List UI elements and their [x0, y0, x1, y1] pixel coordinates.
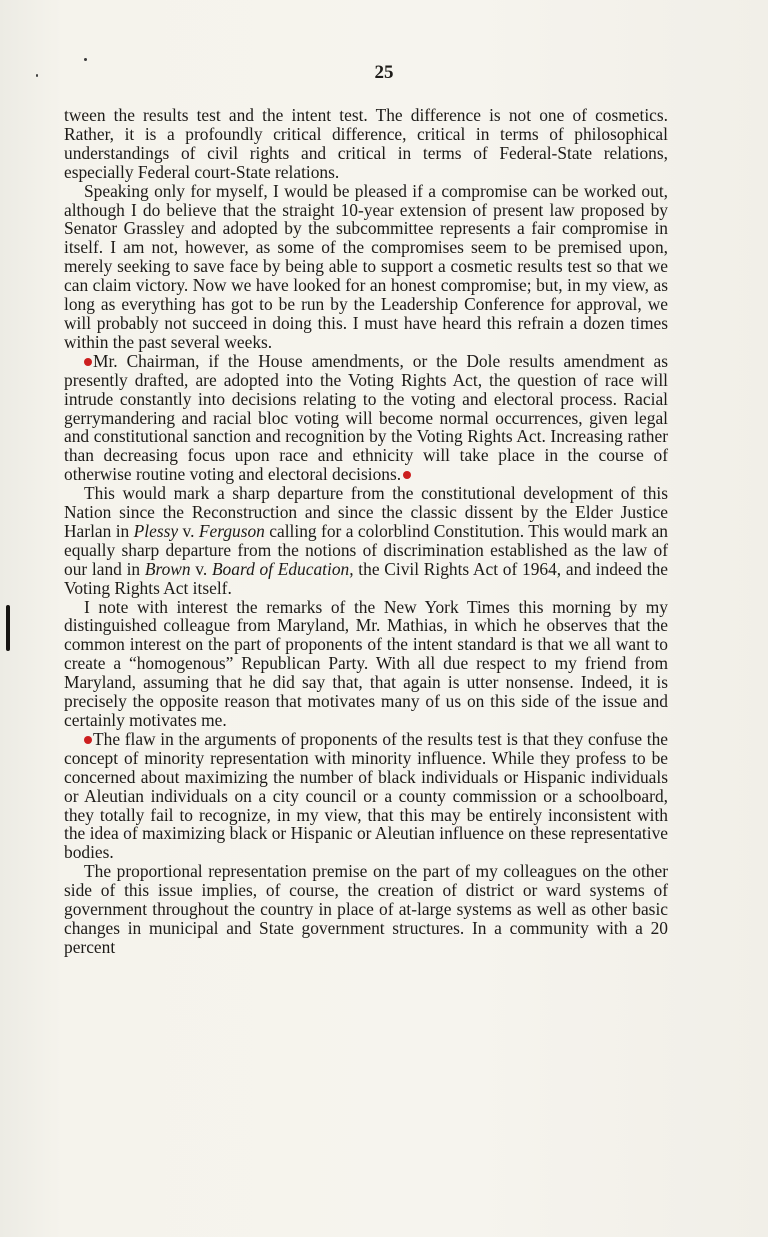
paragraph-text: calling for a colorblind Constitution. This would mark an equally sharp departure from the notions of discrimination established as the law of our land in: [64, 520, 668, 579]
paragraph: [64, 730, 668, 862]
paragraph-text: Speaking only for myself, I would be pleased if a compromise can be worked out, although I do believe that the straight 10-year extension of present law proposed by Senator Grassley and adopted by the subcommittee represents a fair compromise in itself. I am not, however, as some of the compromises seem to be premised upon, merely seeking to save face by being able to support a cosmetic results test so that we can claim victory. Now we have looked for an honest compromise; but, in my view, as long as everything has got to be run by the Leadership Conference for approval, we will probably not succeed in doing this. I must have heard this refrain a dozen times within the past several weeks.: [64, 180, 668, 352]
margin-mark: [6, 605, 10, 651]
paper-speck: [36, 74, 38, 77]
case-name: Ferguson: [198, 520, 265, 541]
case-name: Brown: [144, 558, 191, 579]
paragraph-text: The flaw in the arguments of proponents of the results test is that they confuse the concept of minority representation with minority influence. While they profess to be concerned about maximizing the number of black individuals or Hispanic individuals or Aleutian individuals on a city council or a county commission or a schoolboard, they totally fail to recognize, in my view, that this may be entirely inconsistent with the idea of maximizing black or Hispanic or Aleutian influence on these representative bodies.: [64, 728, 668, 863]
paragraph: [64, 862, 668, 957]
paper-speck: [84, 58, 87, 61]
paragraph-text: Mr. Chairman, if the House amendments, or the Dole results amendment as presently drafted, are adopted into the Voting Rights Act, the question of race will intrude constantly into decisions relating to the voting and electoral process. Racial gerrymandering and racial bloc voting will become normal occurrences, given legal and constitutional sanction and recognition by the Voting Rights Act. Increasing rather than decreasing focus upon race and ethnicity will take place in the course of otherwise routine voting and electoral decisions.: [64, 350, 668, 485]
paragraph-text: v.: [190, 558, 212, 579]
paragraph: [64, 598, 668, 730]
marker-dot-icon: [84, 358, 92, 366]
marker-dot-icon: [403, 471, 411, 479]
paragraph-text: tween the results test and the intent test. The difference is not one of cosmetics. Rather, it is a profoundly critical difference, critical in terms of philosophical understandings of civil rights and critical in terms of Federal-State relations, especially Federal court-State relations.: [64, 105, 668, 182]
page-number: 25: [374, 62, 394, 83]
body-text: [64, 106, 668, 957]
paragraph-text: the Civil Rights Act of 1964, and indeed the Voting Rights Act itself.: [64, 558, 669, 598]
paragraph-text: This would mark a sharp departure from the constitutional development of this Nation since the Reconstruction and since the classic dissent by the Elder Justice Harlan in: [64, 483, 668, 541]
paragraph-text: The proportional representation premise on the part of my colleagues on the other side of this issue implies, of course, the creation of district or ward systems of government throughout the country in place of at-large systems as well as other basic changes in municipal and State government structures. In a community with a 20 percent: [64, 861, 668, 957]
case-name: Plessy: [133, 520, 179, 541]
paragraph-text: I note with interest the remarks of the New York Times this morning by my distinguished colleague from Maryland, Mr. Mathias, in which he observes that the common interest on the part of proponents of the intent standard is that we all want to create a “homogenous” Republican Party. With all due respect to my friend from Maryland, assuming that he did say that, that again is utter nonsense. Indeed, it is precisely the opposite reason that motivates many of us on this side of the issue and certainly motivates me.: [64, 596, 668, 730]
paragraph-text: v.: [178, 520, 199, 541]
paragraph: [64, 182, 668, 352]
paragraph: [64, 106, 668, 182]
paragraph: [64, 352, 668, 484]
paragraph: [64, 484, 668, 597]
marker-dot-icon: [84, 736, 92, 744]
case-name: Board of Education,: [211, 558, 354, 579]
